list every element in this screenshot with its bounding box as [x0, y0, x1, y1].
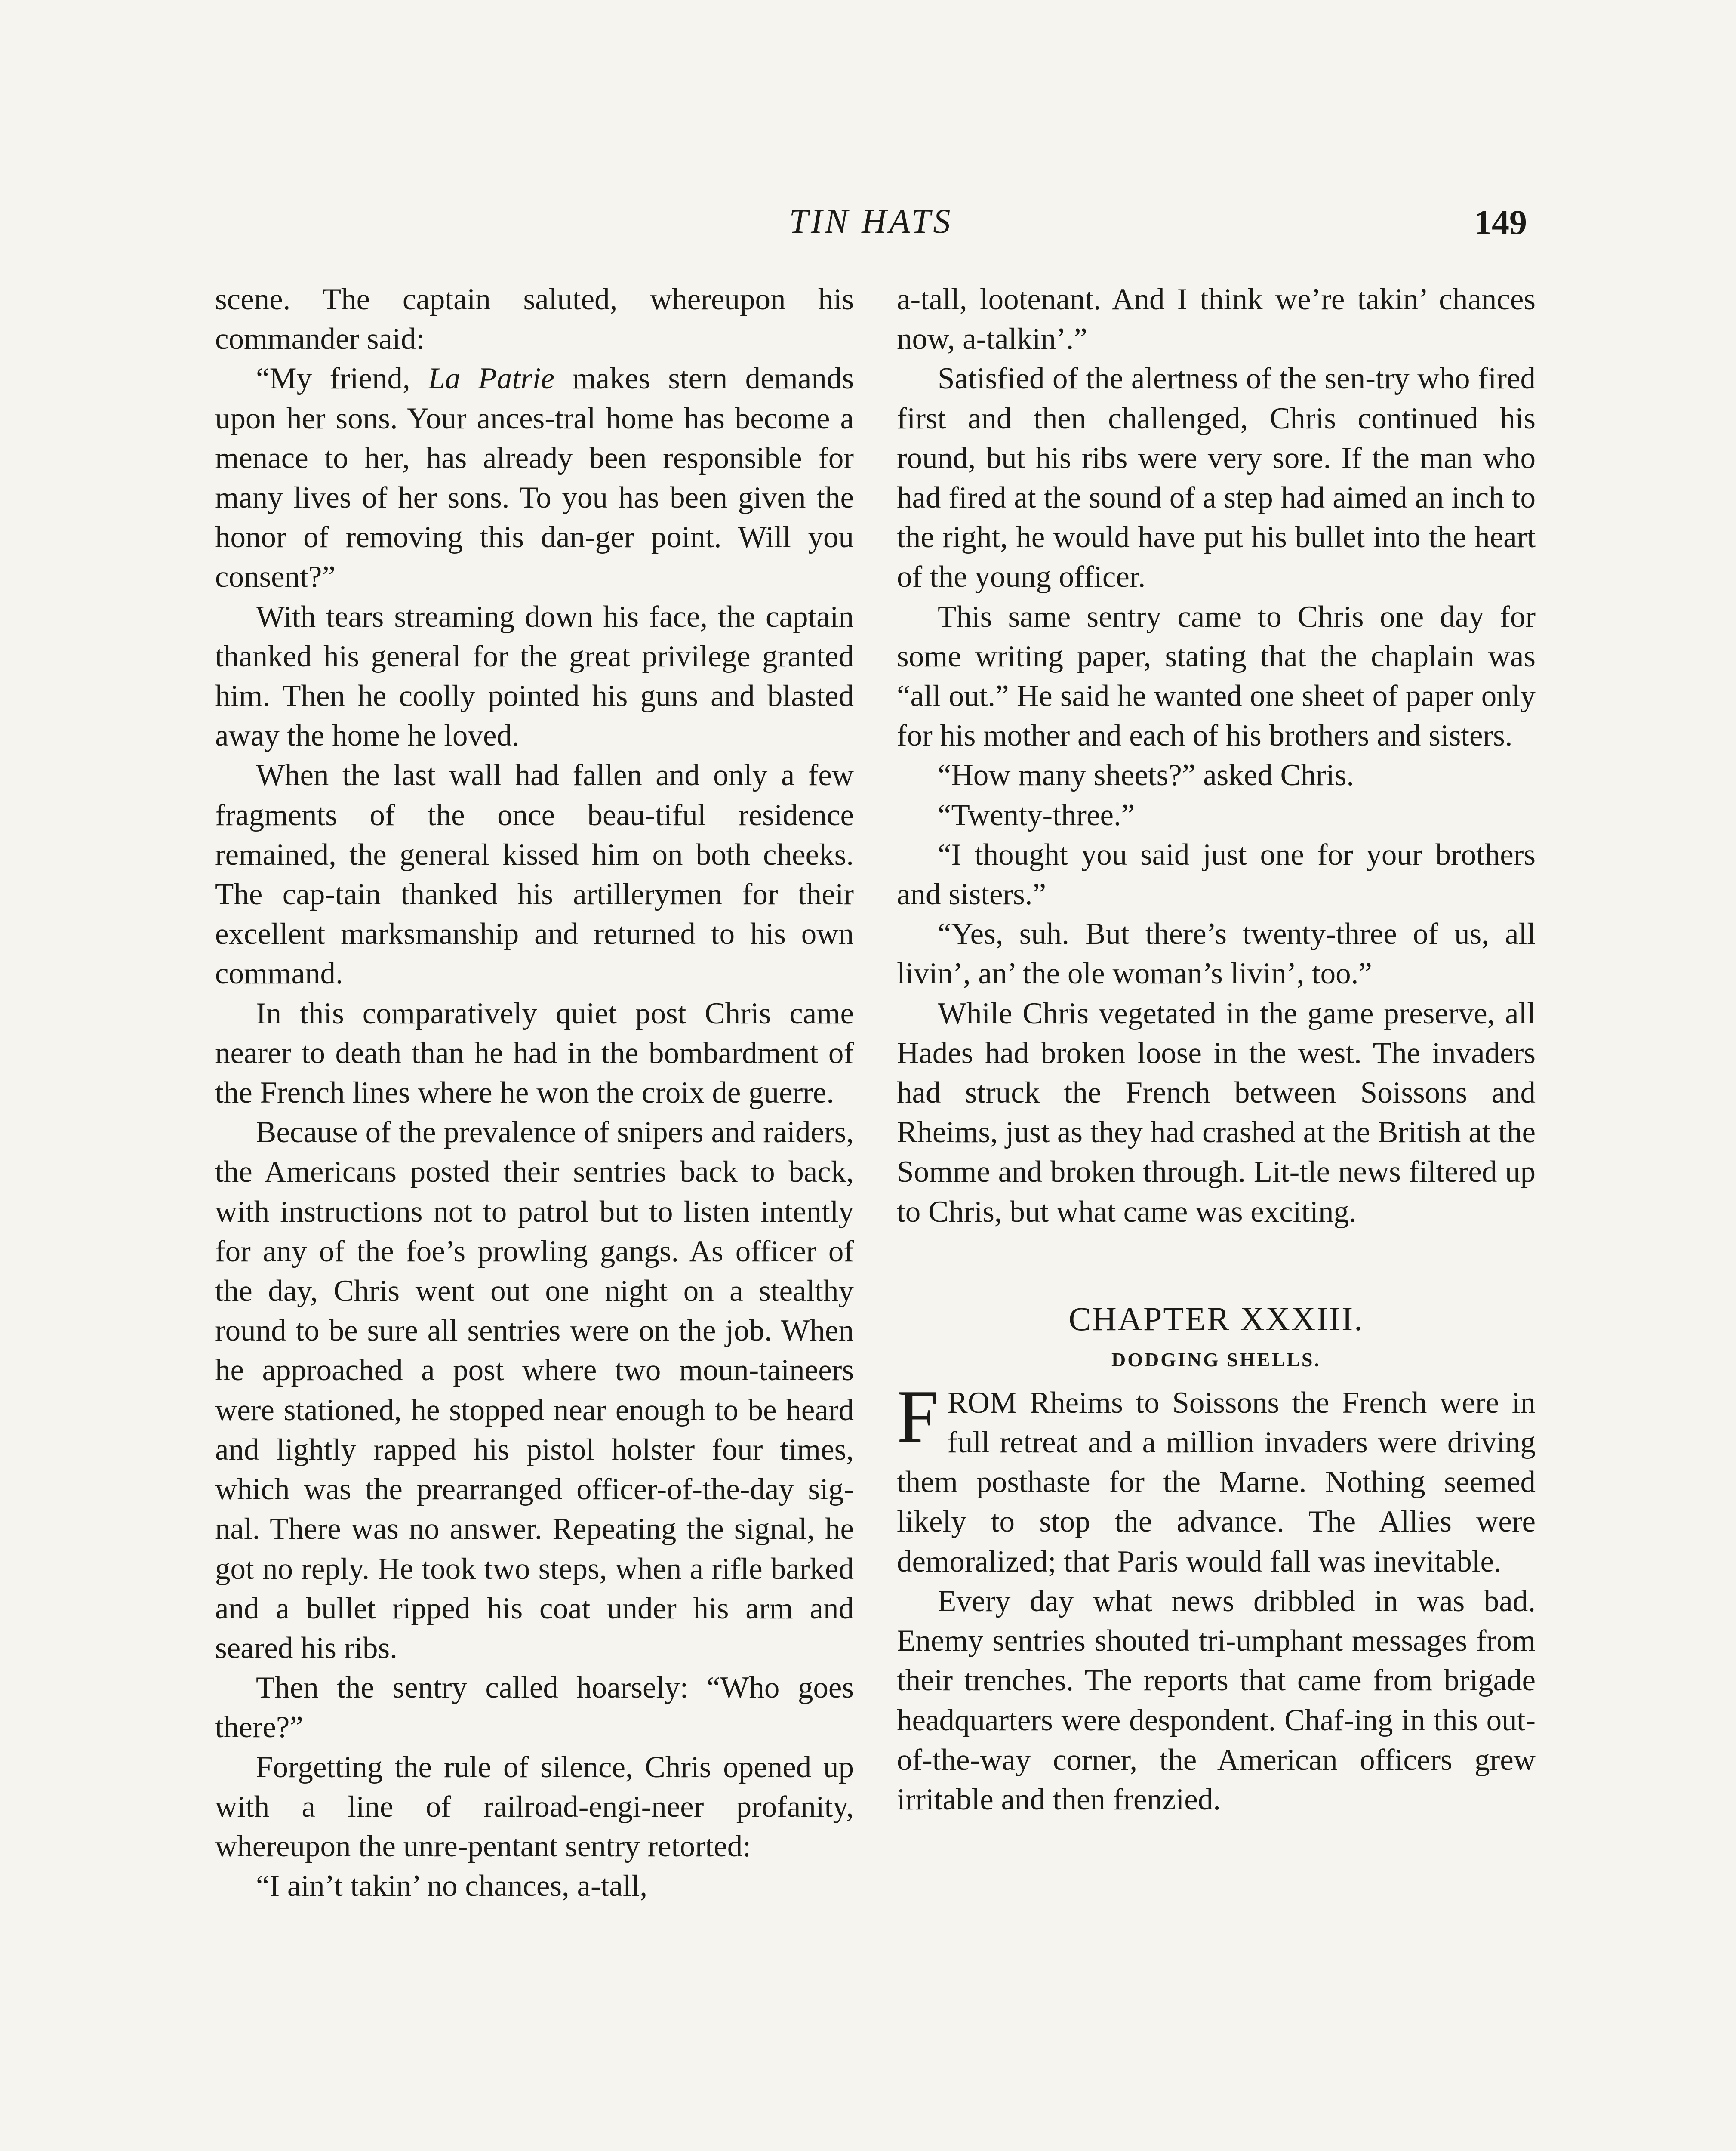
- paragraph: In this comparatively quiet post Chris came nearer to death than he had in the bombardment of the French lines where he won the croix de guerre.: [215, 996, 854, 1110]
- paragraph: scene. The captain saluted, whereupon his commander said:: [215, 283, 854, 356]
- left-column: [215, 280, 854, 1906]
- chapter-opening-text: ROM Rheims to Soissons the French were in full retreat and a million invaders were driving them posthaste for the Marne. Nothing seemed likely to stop the advance. The Allies were demoralized; that Paris would fall was inevitable.: [897, 1386, 1536, 1578]
- chapter-subtitle: DODGING SHELLS.: [1111, 1348, 1321, 1371]
- paragraph: “Yes, suh. But there’s twenty-three of us, all livin’, an’ the ole woman’s livin’, too.”: [897, 917, 1536, 991]
- paragraph: Forgetting the rule of silence, Chris opened up with a line of railroad-engi-neer profanity, whereupon the unre-pentant sentry retorted:: [215, 1750, 854, 1863]
- paragraph: “My friend, La Patrie makes stern demands upon her sons. Your ances-tral home has become a menace to her, has already been responsible for many lives of her sons. To you has been given the honor of removing this dan-ger point. Will you consent?”: [215, 362, 854, 594]
- right-column: [897, 280, 1536, 1819]
- paragraph: a-tall, lootenant. And I think we’re takin’ chances now, a-talkin’.”: [897, 283, 1536, 356]
- paragraph: “I thought you said just one for your brothers and sisters.”: [897, 838, 1536, 912]
- paragraph: “Twenty-three.”: [938, 798, 1135, 832]
- paragraph: With tears streaming down his face, the captain thanked his general for the great privilege granted him. Then he coolly pointed his guns and blasted away the home he loved.: [215, 600, 854, 753]
- page-header: [215, 202, 1527, 258]
- chapter-opening-paragraph: [897, 1374, 1536, 1581]
- paragraph: Satisfied of the alertness of the sen-try who fired first and then challenged, Chris continued his round, but his ribs were very sore. If the man who had fired at the sound of a step had aimed an inch to the right, he would have put his bullet into the heart of the young officer.: [897, 362, 1536, 594]
- paragraph: Every day what news dribbled in was bad. Enemy sentries shouted tri-umphant messages from their trenches. The reports that came from brigade headquarters were despondent. Chaf-ing in this out-of-the-way corner, the American officers grew irritable and then frenzied.: [897, 1584, 1536, 1816]
- paragraph: This same sentry came to Chris one day for some writing paper, stating that the chaplain was “all out.” He said he wanted one sheet of paper only for his mother and each of his brothers and sisters.: [897, 600, 1536, 753]
- paragraph: Because of the prevalence of snipers and raiders, the Americans posted their sentries back to back, with instructions not to patrol but to listen intently for any of the foe’s prowling gangs. As officer of the day, Chris went out one night on a stealthy round to be sure all sentries were on the job. When he approached a post where two moun-taineers were stationed, he stopped near enough to be heard and lightly rapped his pistol holster four times, which was the prearranged officer-of-the-day sig-nal. There was no answer. Repeating the signal, he got no reply. He took two steps, when a rifle barked and a bullet ripped his coat under his arm and seared his ribs.: [215, 1116, 854, 1665]
- paragraph: While Chris vegetated in the game preserve, all Hades had broken loose in the west. The invaders had struck the French between Soissons and Rheims, just as they had crashed at the British at the Somme and broken through. Lit-tle news filtered up to Chris, but what came was exciting.: [897, 996, 1536, 1229]
- paragraph: “I ain’t takin’ no chances, a-tall,: [256, 1869, 648, 1903]
- paragraph: When the last wall had fallen and only a few fragments of the once beau-tiful residence remained, the general kissed him on both cheeks. The cap-tain thanked his artillerymen for their excellent marksmanship and returned to his own command.: [215, 758, 854, 991]
- paragraph: “How many sheets?” asked Chris.: [938, 758, 1354, 792]
- page-number: 149: [1474, 203, 1527, 242]
- drop-cap: F: [897, 1374, 939, 1458]
- paragraph: Then the sentry called hoarsely: “Who goes there?”: [215, 1671, 854, 1744]
- chapter-title: CHAPTER XXXIII.: [1068, 1300, 1364, 1337]
- running-title: TIN HATS: [789, 203, 953, 240]
